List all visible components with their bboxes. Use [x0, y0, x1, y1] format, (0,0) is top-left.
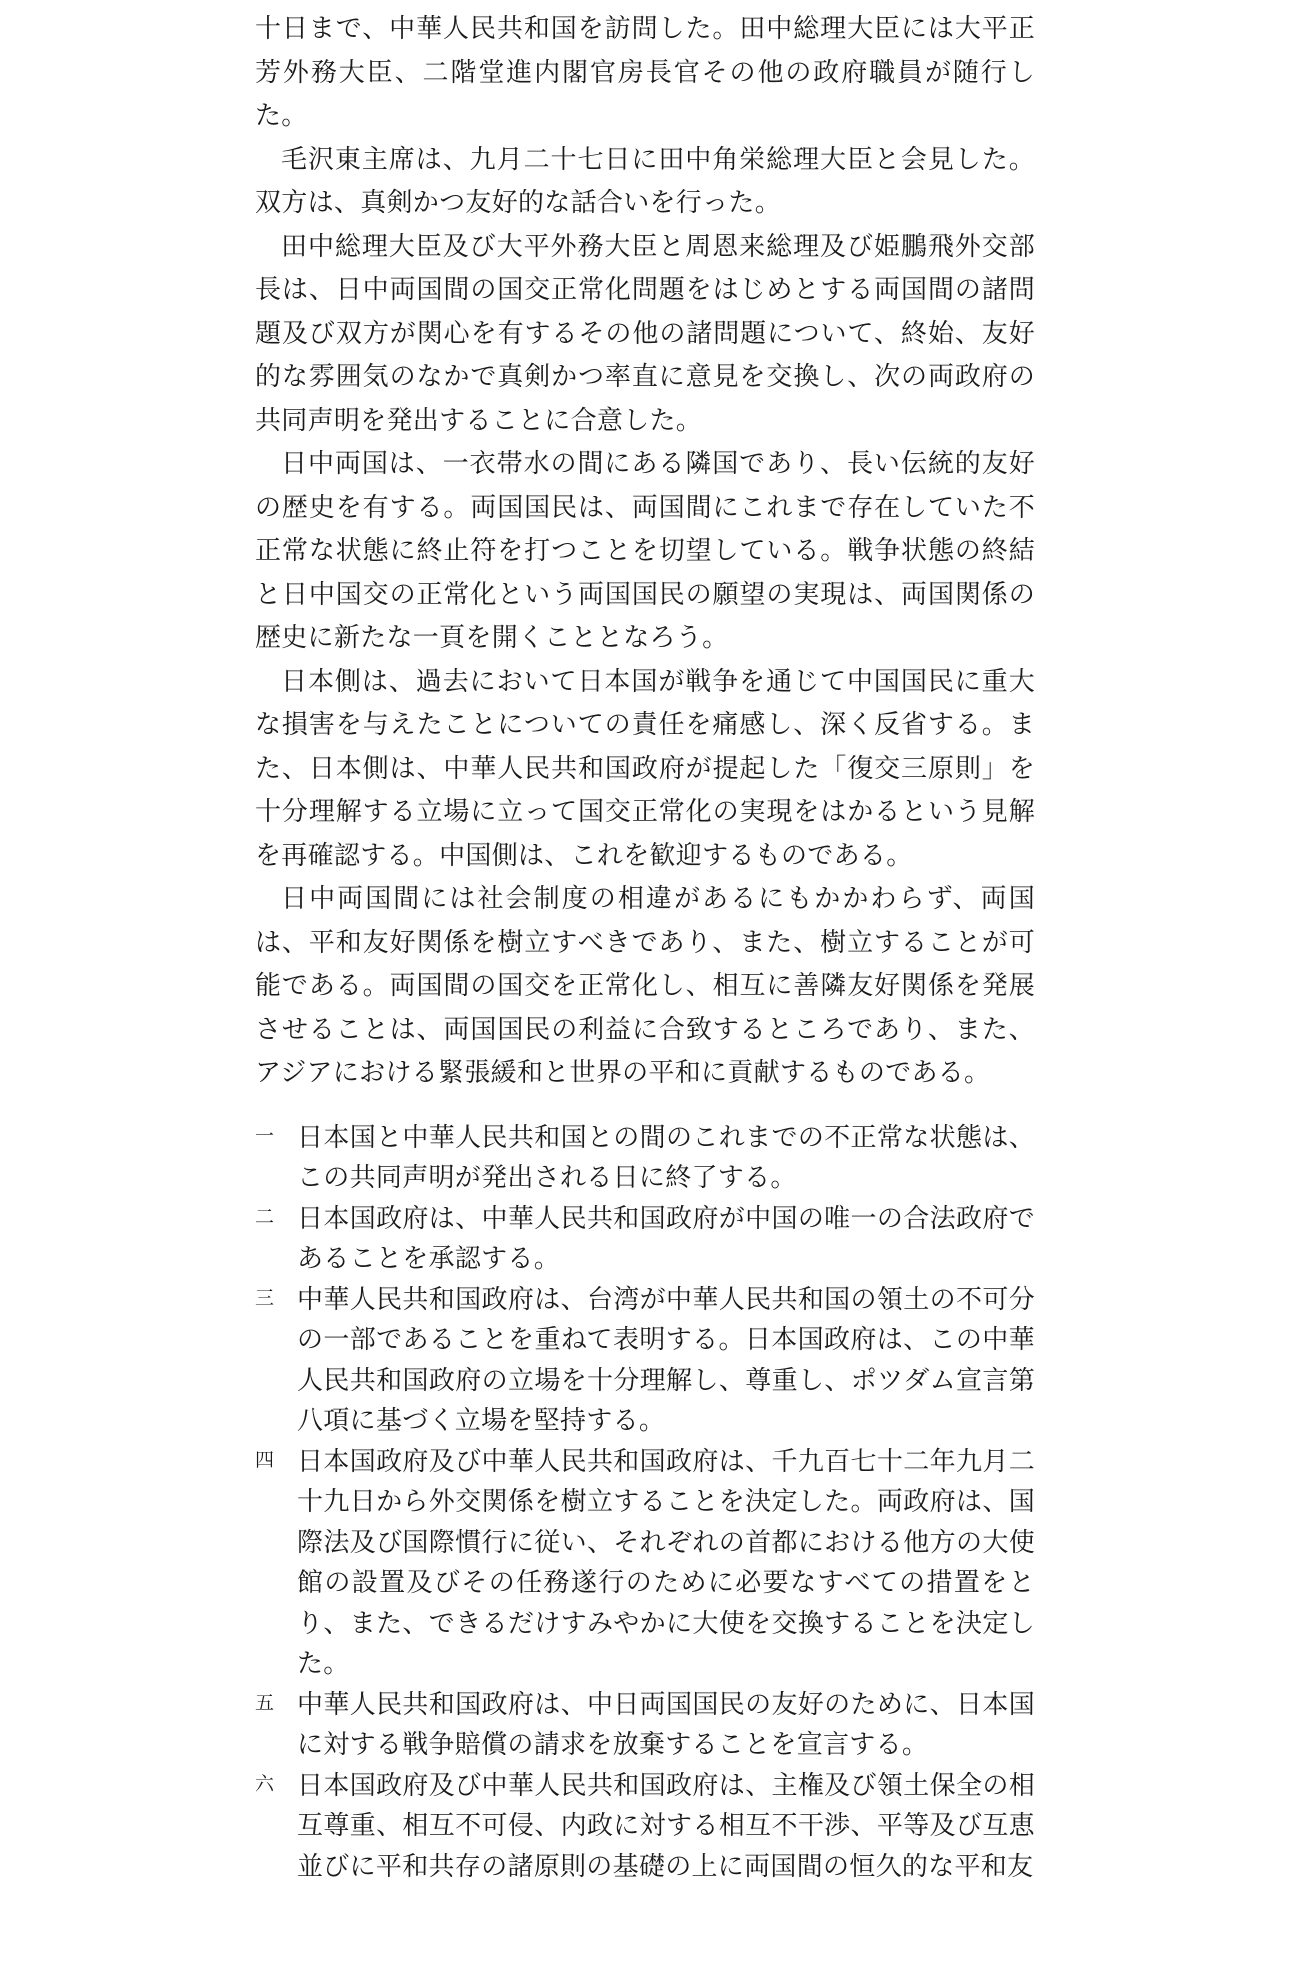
document-body	[255, 8, 1035, 1887]
paragraph: 十日まで、中華人民共和国を訪問した。田中総理大臣には大平正芳外務大臣、二階堂進内閣官房長官その他の政府職員が随行した。	[255, 14, 1035, 131]
article-number: 六	[255, 1772, 275, 1795]
article-text: 日本国政府及び中華人民共和国政府は、千九百七十二年九月二十九日から外交関係を樹立することを決定した。両政府は、国際法及び国際慣行に従い、それぞれの首都における他方の大使館の設置及びその任務遂行のために必要なすべての措置をとり、また、できるだけすみやかに大使を交換することを決定した。	[297, 1446, 1035, 1679]
article-text: 日本国政府及び中華人民共和国政府は、主権及び領土保全の相互尊重、相互不可侵、内政に対する相互不干渉、平等及び互恵並びに平和共存の諸原則の基礎の上に両国間の恒久的な平和友	[297, 1770, 1035, 1882]
paragraph: 毛沢東主席は、九月二十七日に田中角栄総理大臣と会見した。双方は、真剣かつ友好的な話合いを行った。	[255, 144, 1035, 218]
article-number: 二	[255, 1205, 275, 1228]
article-number: 三	[255, 1286, 275, 1309]
list-item	[255, 1442, 1035, 1685]
paragraph: 日中両国は、一衣帯水の間にある隣国であり、長い伝統的友好の歴史を有する。両国国民は、両国間にこれまで存在していた不正常な状態に終止符を打つことを切望している。戦争状態の終結と日中国交の正常化という両国国民の願望の実現は、両国関係の歴史に新たな一頁を開くこととなろう。	[255, 449, 1035, 653]
article-text: 日本国と中華人民共和国との間のこれまでの不正常な状態は、この共同声明が発出される日に終了する。	[297, 1122, 1035, 1193]
list-item	[255, 1118, 1035, 1199]
paragraph: 日本側は、過去において日本国が戦争を通じて中国国民に重大な損害を与えたことについての責任を痛感し、深く反省する。また、日本側は、中華人民共和国政府が提起した「復交三原則」を十分理解する立場に立って国交正常化の実現をはかるという見解を再確認する。中国側は、これを歓迎するものである。	[255, 666, 1035, 871]
article-number: 一	[255, 1124, 275, 1147]
article-text: 中華人民共和国政府は、台湾が中華人民共和国の領土の不可分の一部であることを重ねて表明する。日本国政府は、この中華人民共和国政府の立場を十分理解し、尊重し、ポツダム宣言第八項に基づく立場を堅持する。	[297, 1284, 1035, 1436]
article-number: 五	[255, 1691, 275, 1714]
paragraph: 日中両国間には社会制度の相違があるにもかかわらず、両国は、平和友好関係を樹立すべきであり、また、樹立することが可能である。両国間の国交を正常化し、相互に善隣友好関係を発展させることは、両国国民の利益に合致するところであり、また、アジアにおける緊張緩和と世界の平和に貢献するものである。	[255, 884, 1035, 1088]
list-item	[255, 1199, 1035, 1280]
list-item	[255, 1766, 1035, 1888]
article-number: 四	[255, 1448, 275, 1471]
paragraph: 田中総理大臣及び大平外務大臣と周恩来総理及び姫鵬飛外交部長は、日中両国間の国交正常化問題をはじめとする両国間の諸問題及び双方が関心を有するその他の諸問題について、終始、友好的な雰囲気のなかで真剣かつ率直に意見を交換し、次の両政府の共同声明を発出することに合意した。	[255, 231, 1035, 436]
list-item	[255, 1685, 1035, 1766]
article-text: 日本国政府は、中華人民共和国政府が中国の唯一の合法政府であることを承認する。	[297, 1203, 1035, 1274]
article-list	[255, 1118, 1035, 1888]
article-text: 中華人民共和国政府は、中日両国国民の友好のために、日本国に対する戦争賠償の請求を放棄することを宣言する。	[297, 1689, 1035, 1760]
list-item	[255, 1280, 1035, 1442]
